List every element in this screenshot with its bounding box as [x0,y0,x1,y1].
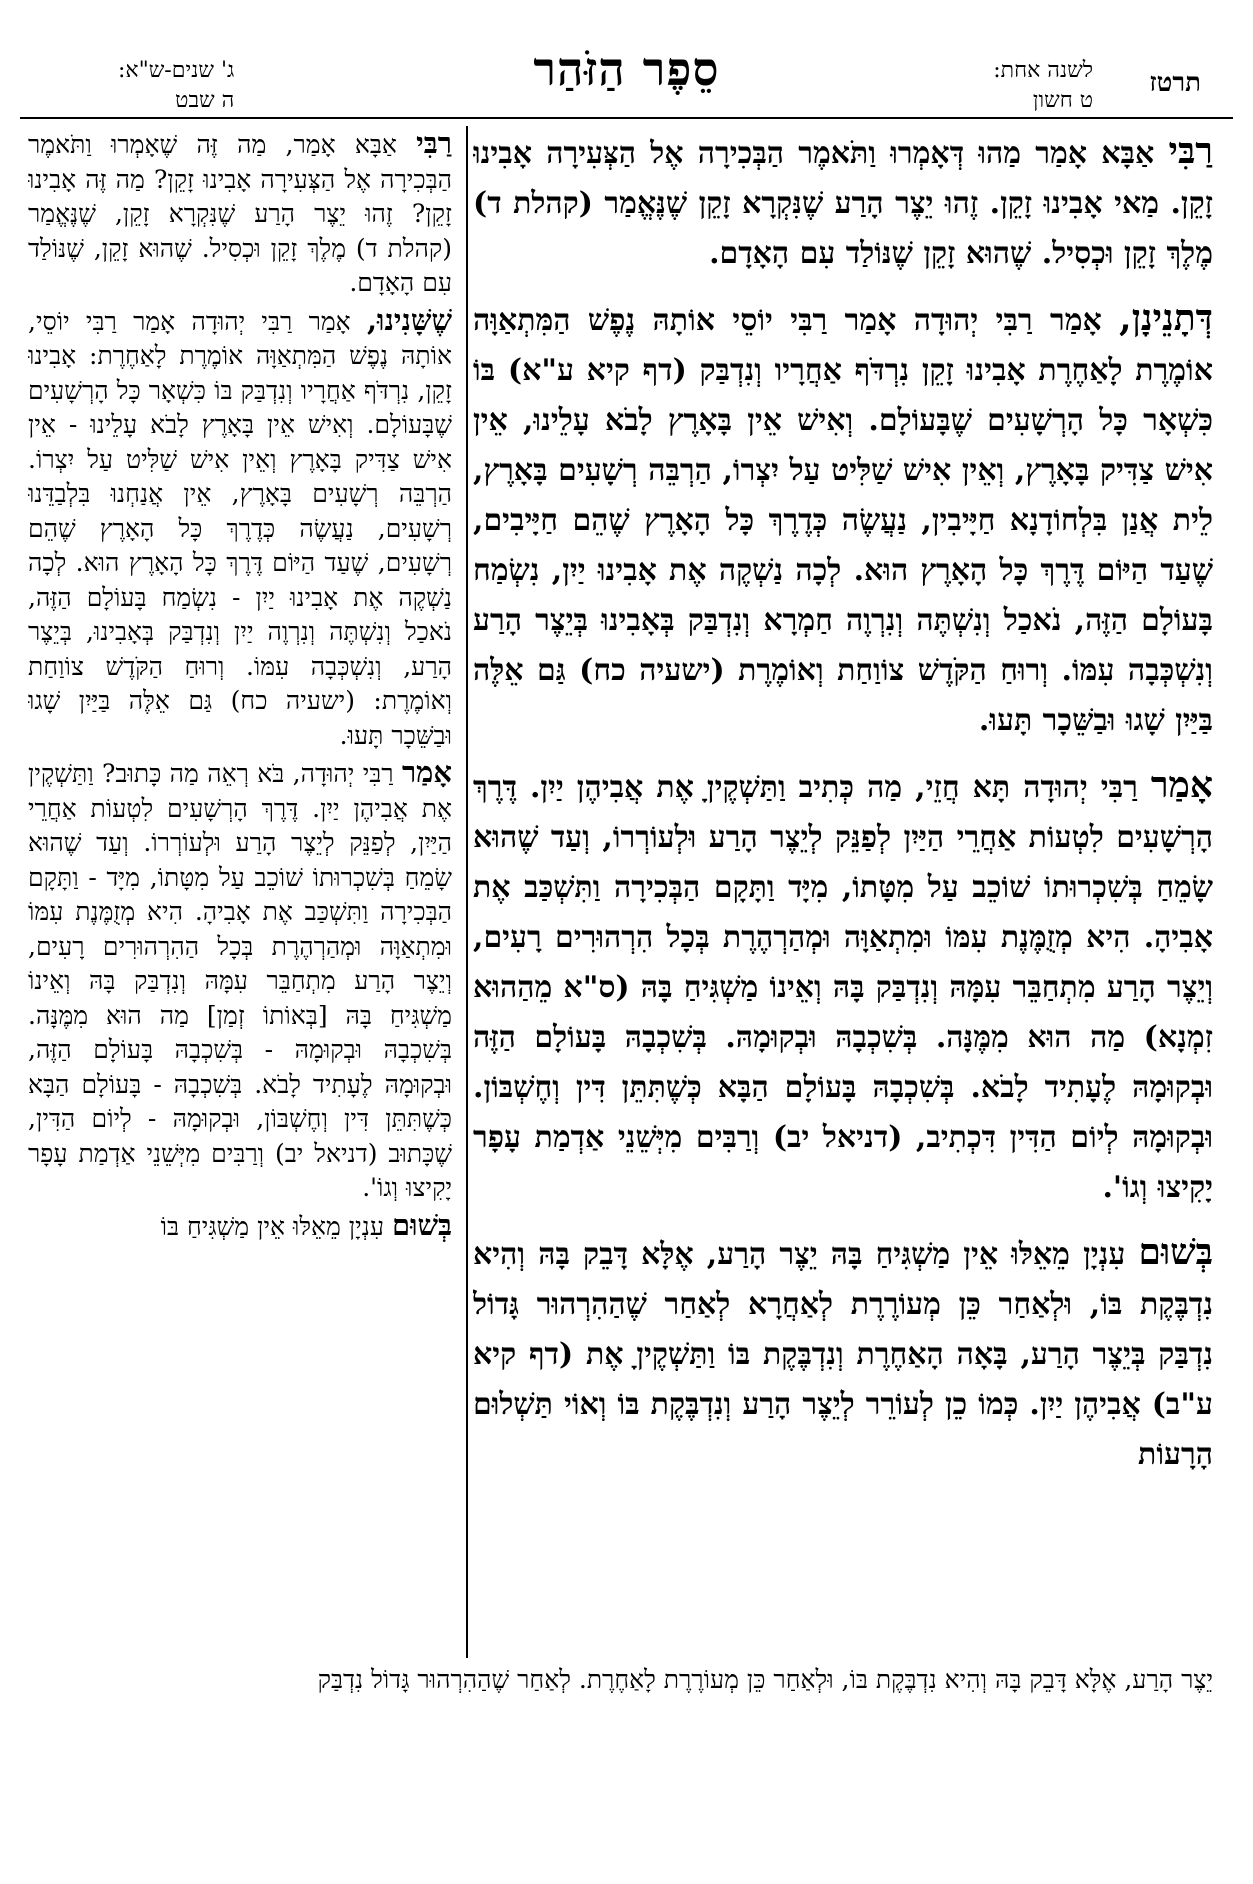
side-paragraph [28,1208,452,1245]
schedule-date: ט חשון [1032,88,1093,113]
schedule-label: לשנה אחת: [993,58,1093,83]
schedule-label: ג' שנים-ש"א: [118,58,235,83]
main-paragraph [473,126,1213,279]
opening-word: אָמַר [1150,764,1213,806]
opening-word: בְּשׁוּם [391,1207,452,1242]
paragraph-text: אַבָּא אָמַר מַהוּ דְּאָמְרוּ וַתֹּאמֶר הַבְּכִירָה אֶל הַצְּעִירָה אָבִינוּ זָקֵן. מַאי אָבִינוּ זָקֵן. זֶהוּ יֵצֶר הָרַע שֶׁנִּקְרָא זָקֵן שֶׁנֶּאֱמַר (קהלת ד) מֶלֶךְ זָקֵן וּכְסִיל. שֶׁהוּא זָקֵן שֶׁנּוֹלַד עִם הָאָדָם. [473,136,1213,271]
side-paragraph [28,755,452,1206]
book-title: סֵפֶר הַזֹּהַר [533,42,720,96]
main-paragraph [473,760,1213,1213]
translation-column [28,126,452,1660]
paragraph-text: רַבִּי יְהוּדָה, בֹּא רְאֵה מַה כָּתוּב? וַתַּשְׁקֶיןָ אֶת אֲבִיהֶן יַיִן. דֶּרֶךְ הָרְשָׁעִים לִטְעוֹת אַחֲרֵי הַיַּיִן, לְפַנֵּק לְיֵצֶר הָרַע וּלְעוֹרְרוֹ. וְעַד שֶׁהוּא שָׂמֵחַ בְּשִׁכְרוּתוֹ שׁוֹכֵב עַל מִטָּתוֹ, מִיָּד - וַתָּקָם הַבְּכִירָה וַתִּשְׁכַּב אֶת אָבִיהָ. הִיא מְזֻמֶּנֶת עִמּוֹ וּמִתְאַוָּה וּמְהַרְהֶרֶת בְּכָל הַהִרְהוּרִים רָעִים, וְיֵצֶר הָרַע מִתְחַבֵּר עִמָּהּ וְנִדְבַּק בָּהּ וְאֵינוֹ מַשְׁגִּיחַ בָּהּ [בְּאוֹתוֹ זְמַן] מַה הוּא מִמֶּנָּה. בְּשִׁכְבָהּ וּבְקוּמָהּ - בְּשִׁכְבָהּ בָּעוֹלָם הַזֶּה, וּבְקוּמָהּ לֶעָתִיד לָבֹא. בְּשִׁכְבָהּ - בָּעוֹלָם הַבָּא כְּשֶׁתִּתֵּן דִּין וְחֶשְׁבּוֹן, וּבְקוּמָהּ - לְיוֹם הַדִּין, שֶׁכָּתוּב (דניאל יב) וְרַבִּים מִיְּשֵׁנֵי אַדְמַת עָפָר יָקִיצוּ וְגוֹ'. [28,759,452,1202]
header-reading-schedule-three-year [118,56,234,116]
side-paragraph [28,303,452,754]
opening-word: רַבִּי [416,126,452,160]
bottom-continuation-line: יֵצֶר הָרַע, אֶלָּא דָּבֵק בָּהּ וְהִיא נִדְבֶּקֶת בּוֹ, וּלְאַחַר כֵּן מְעוֹרֶרֶת לָאַחֶרֶת. לְאַחַר שֶׁהַהִרְהוּר גָּדוֹל נִדְבַּק [317,1665,1213,1694]
paragraph-text: עִנְיָן מֵאֵלּוּ אֵין מַשְׁגִּיחַ בּוֹ [160,1211,385,1241]
opening-word: דְּתָנֵינָן, [1119,297,1213,339]
main-text-column [473,126,1213,1660]
opening-word: שֶׁשָּׁנִינוּ, [366,302,452,337]
main-paragraph [473,293,1213,746]
side-paragraph [28,126,452,301]
opening-word: בְּשׁוּם [1138,1231,1213,1273]
paragraph-text: רַבִּי יְהוּדָה תָּא חֲזֵי, מַה כְּתִיב וַתַּשְׁקֶיןָ אֶת אֲבִיהֶן יַיִן. דֶּרֶךְ הָרְשָׁעִים לִטְעוֹת אַחֲרֵי הַיַּיִן לְפַנֵּק לְיֵצֶר הָרַע וּלְעוֹרְרוֹ, וְעַד שֶׁהוּא שָׂמֵחַ בְּשִׁכְרוּתוֹ שׁוֹכֵב עַל מִטָּתוֹ, מִיָּד וַתָּקָם הַבְּכִירָה וַתִּשְׁכַּב אֶת אָבִיהָ. הִיא מְזֻמֶּנֶת עִמּוֹ וּמִתְאַוָּה וּמְהַרְהֶרֶת בְּכָל הִרְהוּרִים רָעִים, וְיֵצֶר הָרַע מִתְחַבֵּר עִמָּהּ וְנִדְבַּק בָּהּ וְאֵינוֹ מַשְׁגִּיחַ בָּהּ (ס"א מֵהַהוּא זִמְנָא) מַה הוּא מִמֶּנָּה. בְּשִׁכְבָהּ וּבְקוּמָהּ. בְּשִׁכְבָהּ בָּעוֹלָם הַזֶּה וּבְקוּמָהּ לֶעָתִיד לָבֹא. בְּשִׁכְבָהּ בָּעוֹלָם הַבָּא כְּשֶׁתִּתֵּן דִּין וְחֶשְׁבּוֹן. וּבְקוּמָהּ לְיוֹם הַדִּין דִּכְתִיב, (דניאל יב) וְרַבִּים מִיְּשֵׁנֵי אַדְמַת עָפָר יָקִיצוּ וְגוֹ'. [473,770,1213,1205]
page-number: תרטז [1149,68,1201,98]
main-paragraph [473,1227,1213,1480]
opening-word: אָמַר [401,755,452,789]
paragraph-text: אָמַר רַבִּי יְהוּדָה אָמַר רַבִּי יוֹסֵי אוֹתָהּ נֶפֶשׁ הַמִּתְאַוָּה אוֹמֶרֶת לָאַחֶרֶת אָבִינוּ זָקֵן נִרְדֹּף אַחֲרָיו וְנִדְבַּק (דף קיא ע"א) בּוֹ כִּשְׁאָר כָּל הָרְשָׁעִים שֶׁבָּעוֹלָם. וְאִישׁ אֵין בָּאָרֶץ לָבֹא עָלֵינוּ, אֵין אִישׁ צַדִּיק בָּאָרֶץ, וְאֵין אִישׁ שַׁלִּיט עַל יִצְרוֹ, הַרְבֵּה רְשָׁעִים בָּאָרֶץ, לֵית אֲנַן בִּלְחוֹדָנָא חַיָּיבִין, נַעֲשֶׂה כְּדֶרֶךְ כָּל הָאָרֶץ שֶׁהֵם חַיָּיבִים, שֶׁעַד הַיּוֹם דֶּרֶךְ כָּל הָאָרֶץ הוּא. לְכָה נַשְׁקֶה אֶת אָבִינוּ יַיִן, נִשְׂמַח בָּעוֹלָם הַזֶּה, נֹאכַל וְנִשְׁתֶּה וְנִרְוֶה חַמְרָא וְנִדְבַּק בְּאָבִינוּ בְּיֵצֶר הָרַע וְנִשְׁכְּבָה עִמּוֹ. וְרוּחַ הַקֹּדֶשׁ צוֹוַחַת וְאוֹמֶרֶת (ישעיה כח) גַּם אֵלֶּה בַּיַּיִן שָׁגוּ וּבַשֵּׁכָר תָּעוּ. [473,303,1213,738]
header-divider [20,117,1233,119]
paragraph-text: עִנְיָן מֵאֵלּוּ אֵין מַשְׁגִּיחַ בָּהּ יֵצֶר הָרַע, אֶלָּא דָּבֵק בָּהּ וְהִיא נִדְבֶּקֶת בּוֹ, וּלְאַחַר כֵּן מְעוֹרֶרֶת לְאַחֲרָא לְאַחַר שֶׁהַהִרְהוּר גָּדוֹל נִדְבַּק בְּיֵצֶר הָרַע, בָּאָה הָאַחֶרֶת וְנִדְבֶּקֶת בּוֹ וַתַּשְׁקֶיןָ אֶת (דף קיא ע"ב) אֲבִיהֶן יַיִן. כְּמוֹ כֵן לְעוֹרֵר לְיֵצֶר הָרַע וְנִדְבֶּקֶת בּוֹ וְאוֹי תַּשְׁלוּם הָרָעוֹת [473,1237,1213,1472]
schedule-date: ה שבט [175,88,235,113]
column-divider [466,126,468,1658]
paragraph-text: אַבָּא אָמַר, מַה זֶּה שֶׁאָמְרוּ וַתֹּאמֶר הַבְּכִירָה אֶל הַצְּעִירָה אָבִינוּ זָקֵן? מַה זֶּה אָבִינוּ זָקֵן? זֶהוּ יֵצֶר הָרַע שֶׁנִּקְרָא זָקֵן, שֶׁנֶּאֱמַר (קהלת ד) מֶלֶךְ זָקֵן וּכְסִיל. שֶׁהוּא זָקֵן, שֶׁנּוֹלַד עִם הָאָדָם. [28,130,452,297]
opening-word: רַבִּי [1168,130,1213,172]
paragraph-text: אָמַר רַבִּי יְהוּדָה אָמַר רַבִּי יוֹסֵי, אוֹתָהּ נֶפֶשׁ הַמִּתְאַוָּה אוֹמֶרֶת לָאַחֶרֶת: אָבִינוּ זָקֵן, נִרְדֹּף אַחֲרָיו וְנִדְבַּק בּוֹ כִּשְׁאָר כָּל הָרְשָׁעִים שֶׁבָּעוֹלָם. וְאִישׁ אֵין בָּאָרֶץ לָבֹא עָלֵינוּ - אֵין אִישׁ צַדִּיק בָּאָרֶץ וְאֵין אִישׁ שַׁלִּיט עַל יִצְרוֹ. הַרְבֵּה רְשָׁעִים בָּאָרֶץ, אֵין אֲנַחְנוּ בִּלְבַדֵּנוּ רְשָׁעִים, נַעֲשֶׂה כְּדֶרֶךְ כָּל הָאָרֶץ שֶׁהֵם רְשָׁעִים, שֶׁעַד הַיּוֹם דֶּרֶךְ כָּל הָאָרֶץ הוּא. לְכָה נַשְׁקֶה אֶת אָבִינוּ יַיִן - נִשְׂמַח בָּעוֹלָם הַזֶּה, נֹאכַל וְנִשְׁתֶּה וְנִרְוֶה יַיִן וְנִדְבַּק בְּאָבִינוּ, בְּיֵצֶר הָרַע, וְנִשְׁכְּבָה עִמּוֹ. וְרוּחַ הַקֹּדֶשׁ צוֹוַחַת וְאוֹמֶרֶת: (ישעיה כח) גַּם אֵלֶּה בַּיַּיִן שָׁגוּ וּבַשֵּׁכָר תָּעוּ. [28,306,452,750]
